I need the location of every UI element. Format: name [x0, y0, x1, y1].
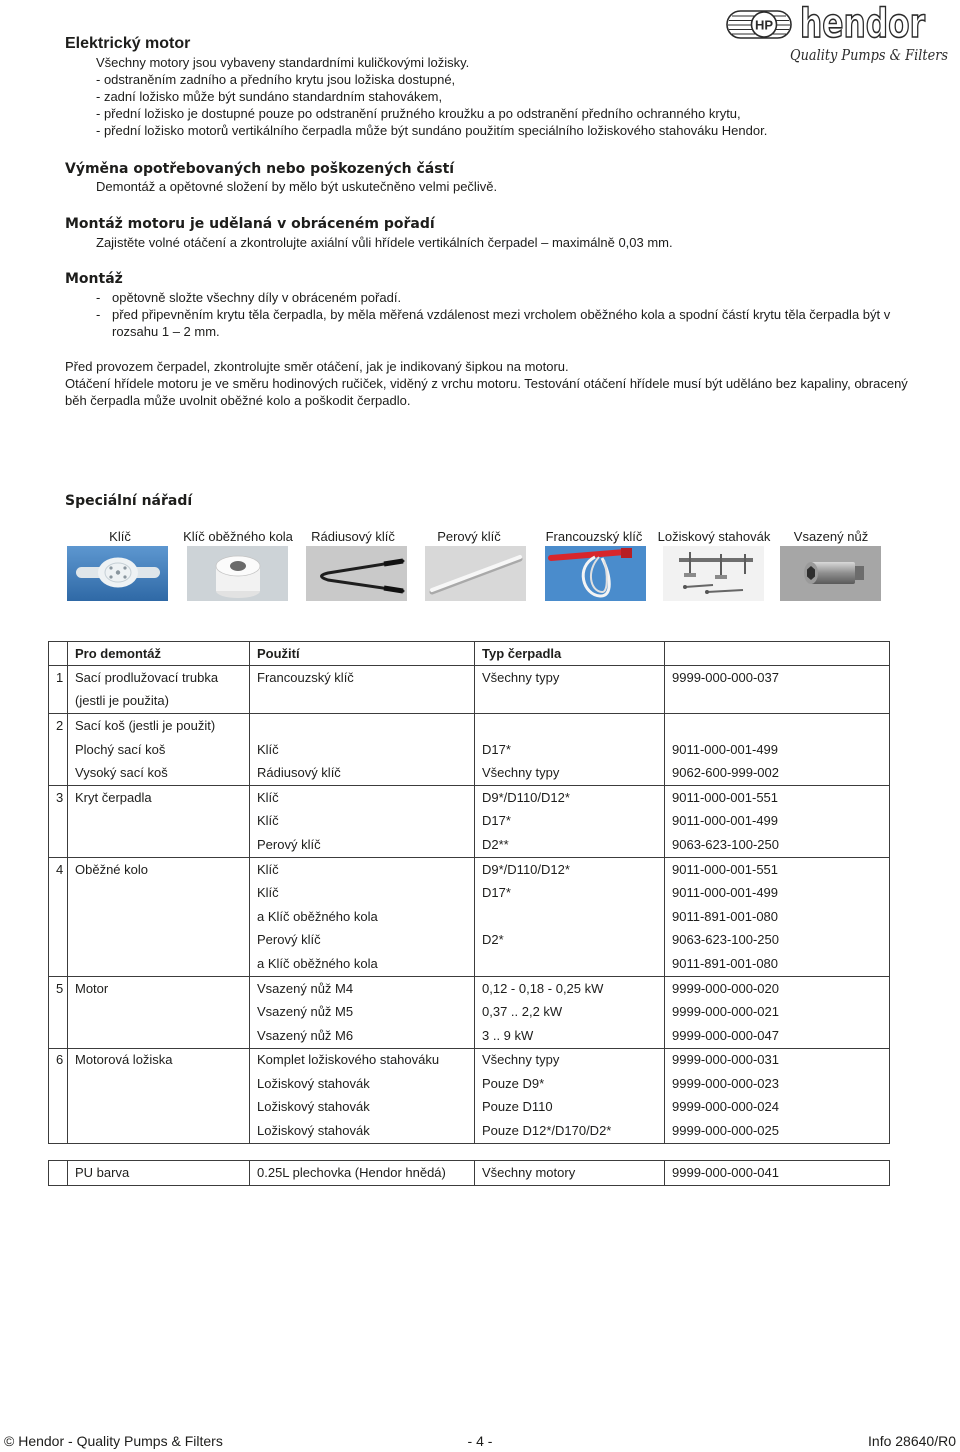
pump-type-cell: D9*/D110/D12* [475, 785, 665, 809]
part-code-cell: 9999-000-000-024 [665, 1096, 890, 1120]
table-row [49, 905, 890, 929]
row-number: 4 [49, 857, 68, 881]
list-bullet: - [96, 289, 101, 305]
tool-label-adjustable-wrench: Francouzský klíč [545, 528, 643, 544]
table-row [49, 1161, 890, 1186]
assembly-item-text: před připevněním krytu těla čerpadla, by měla měřená vzdálenost mezi vrcholem oběžného kola a spodní částí krytu těla čerpadla být v [112, 306, 891, 322]
motor-line: Všechny motory jsou vybaveny standardními kuličkovými ložisky. [96, 54, 470, 70]
row-number [49, 1000, 68, 1024]
part-code-cell: 9062-600-999-002 [665, 761, 890, 785]
row-number [49, 905, 68, 929]
section-title-motor-assembly: Montáž motoru je udělaná v obráceném pořadí [65, 216, 435, 232]
tool-label-radius-key: Rádiusový klíč [311, 528, 395, 544]
table-row [49, 976, 890, 1000]
row-number [49, 881, 68, 905]
pump-type-cell [475, 714, 665, 738]
row-number [49, 690, 68, 714]
table-row [49, 690, 890, 714]
row-number [49, 833, 68, 857]
pump-type-cell: Pouze D110 [475, 1096, 665, 1120]
row-number [49, 1024, 68, 1048]
tool-label-socket-insert: Vsazený nůž [793, 528, 869, 544]
pump-type-cell: Všechny typy [475, 761, 665, 785]
socket-insert-image [780, 546, 881, 601]
header-number [49, 642, 68, 666]
part-code-cell: 9011-000-001-551 [665, 857, 890, 881]
tool-cell: Perový klíč [250, 833, 475, 857]
header-pump-type: Typ čerpadla [475, 642, 665, 666]
part-cell: Motor [68, 976, 250, 1000]
part-cell: Plochý sací koš [68, 738, 250, 762]
part-cell: Sací prodlužovací trubka [68, 666, 250, 690]
motor-assembly-text: Zajistěte volné otáčení a zkontrolujte axiální vůli hřídele vertikálních čerpadel – maximálně 0,03 mm. [96, 234, 673, 250]
tool-cell: Klíč [250, 810, 475, 834]
pump-type-cell [475, 952, 665, 976]
part-code-cell: 9011-891-001-080 [665, 952, 890, 976]
row-number [49, 810, 68, 834]
tool-cell: Francouzský klíč [250, 666, 475, 690]
pump-type-cell: Všechny typy [475, 666, 665, 690]
pump-type-cell: 0,37 .. 2,2 kW [475, 1000, 665, 1024]
part-cell [68, 929, 250, 953]
tool-cell: a Klíč oběžného kola [250, 905, 475, 929]
motor-line: - přední ložisko je dostupné pouze po odstranění pružného kroužku a po odstranění předního ochranného krytu, [96, 105, 741, 121]
radius-key-image [306, 546, 407, 601]
part-code-cell: 9011-000-001-551 [665, 785, 890, 809]
table-row [49, 857, 890, 881]
part-code-cell: 9011-000-001-499 [665, 810, 890, 834]
tool-cell: Klíč [250, 785, 475, 809]
pump-type-cell: Pouze D12*/D170/D2* [475, 1119, 665, 1143]
motor-text-block [96, 54, 767, 139]
part-cell: Vysoký sací koš [68, 761, 250, 785]
part-code-cell: 9011-000-001-499 [665, 738, 890, 762]
table-row [49, 881, 890, 905]
section-title-electric-motor: Elektrický motor [65, 35, 191, 52]
part-code-cell [665, 690, 890, 714]
table-row [49, 761, 890, 785]
row-number [49, 952, 68, 976]
footer-copyright: © Hendor - Quality Pumps & Filters [4, 1432, 223, 1449]
row-number [49, 738, 68, 762]
table-row [49, 738, 890, 762]
tool-label-bearing-puller: Ložiskový stahovák [657, 528, 771, 544]
header-disassembly: Pro demontáž [68, 642, 250, 666]
pump-type-cell [475, 690, 665, 714]
tool-cell: Ložiskový stahovák [250, 1096, 475, 1120]
logo-badge-text: HP [754, 17, 774, 33]
part-code-cell [665, 714, 890, 738]
part-code-cell: 9999-000-000-021 [665, 1000, 890, 1024]
header-use: Použití [250, 642, 475, 666]
tool-cell: Vsazený nůž M5 [250, 1000, 475, 1024]
table-row [49, 833, 890, 857]
tool-cell: Vsazený nůž M6 [250, 1024, 475, 1048]
part-cell [68, 1119, 250, 1143]
assembly-item-text: rozsahu 1 – 2 mm. [112, 323, 220, 339]
motor-line: - zadní ložisko může být sundáno standardním stahovákem, [96, 88, 443, 104]
operation-line: Před provozem čerpadel, zkontrolujte směr otáčení, jak je indikovaný šipkou na motoru. [65, 358, 569, 374]
part-code-cell: 9999-000-000-037 [665, 666, 890, 690]
pump-type-cell: Pouze D9* [475, 1072, 665, 1096]
pump-type-cell: D2* [475, 929, 665, 953]
tool-cell: Klíč [250, 857, 475, 881]
part-code-cell: 9011-000-001-499 [665, 881, 890, 905]
operation-paragraph [65, 358, 908, 409]
part-code-cell: 9999-000-000-047 [665, 1024, 890, 1048]
adjustable-wrench-image [545, 546, 646, 601]
logo-wordmark: hendor [800, 1, 926, 47]
part-cell [68, 1096, 250, 1120]
part-code-cell: 9999-000-000-041 [665, 1161, 890, 1186]
section-title-assembly: Montáž [65, 271, 123, 287]
tool-label-spring-key: Perový klíč [437, 528, 501, 544]
assembly-item-text: opětovně složte všechny díly v obráceném pořadí. [112, 289, 402, 305]
section-title-special-tools: Speciální nářadí [65, 493, 193, 509]
part-cell: Motorová ložiska [68, 1048, 250, 1072]
tool-cell [250, 714, 475, 738]
key-tool-image [67, 546, 168, 601]
tool-cell: Ložiskový stahovák [250, 1072, 475, 1096]
tool-cell: Perový klíč [250, 929, 475, 953]
header-code [665, 642, 890, 666]
row-number [49, 1096, 68, 1120]
tool-cell: a Klíč oběžného kola [250, 952, 475, 976]
assembly-list-item [96, 289, 936, 306]
table-row [49, 1024, 890, 1048]
part-cell [68, 1072, 250, 1096]
tool-cell: Klíč [250, 738, 475, 762]
pump-type-cell: 3 .. 9 kW [475, 1024, 665, 1048]
row-number [49, 1161, 68, 1186]
tool-cell [250, 690, 475, 714]
part-cell: (jestli je použita) [68, 690, 250, 714]
pump-type-cell: D17* [475, 738, 665, 762]
pump-type-cell: D17* [475, 810, 665, 834]
section-title-replacement: Výměna opotřebovaných nebo poškozených částí [65, 161, 455, 177]
row-number: 2 [49, 714, 68, 738]
table-row [49, 714, 890, 738]
part-code-cell: 9999-000-000-031 [665, 1048, 890, 1072]
row-number [49, 761, 68, 785]
pump-type-cell: Všechny typy [475, 1048, 665, 1072]
pump-type-cell [475, 905, 665, 929]
table-row [49, 1119, 890, 1143]
spring-key-image [425, 546, 526, 601]
pump-type-cell: D17* [475, 881, 665, 905]
list-bullet: - [96, 306, 101, 322]
table-row [49, 1072, 890, 1096]
replacement-text: Demontáž a opětovné složení by mělo být uskutečněno velmi pečlivě. [96, 178, 498, 194]
part-cell: Sací koš (jestli je použit) [68, 714, 250, 738]
table-header-row [49, 642, 890, 666]
hp-badge-icon [727, 11, 791, 38]
part-cell: PU barva [68, 1161, 250, 1186]
document-id: Info 28640/R0 [868, 1432, 956, 1449]
part-code-cell: 9999-000-000-020 [665, 976, 890, 1000]
logo-tagline: Quality Pumps & Filters [790, 46, 949, 64]
paint-table [48, 1160, 890, 1186]
part-code-cell: 9063-623-100-250 [665, 929, 890, 953]
parts-table-body [49, 666, 890, 1144]
tool-label-key: Klíč [109, 528, 131, 544]
motor-line: - přední ložisko motorů vertikálního čerpadla může být sundáno použitím speciálního ložiskového stahováku Hendor. [96, 122, 768, 138]
table-row [49, 810, 890, 834]
row-number: 3 [49, 785, 68, 809]
part-code-cell: 9999-000-000-025 [665, 1119, 890, 1143]
motor-line: - odstraněním zadního a předního krytu jsou ložiska dostupné, [96, 71, 456, 87]
row-number [49, 1119, 68, 1143]
pump-type-cell: D9*/D110/D12* [475, 857, 665, 881]
assembly-list-item [96, 306, 936, 340]
part-cell: Kryt čerpadla [68, 785, 250, 809]
part-cell: Oběžné kolo [68, 857, 250, 881]
pump-type-cell: D2** [475, 833, 665, 857]
page-number: - 4 - [467, 1432, 493, 1449]
part-cell [68, 833, 250, 857]
table-row [49, 952, 890, 976]
table-row [49, 1096, 890, 1120]
tool-cell: Klíč [250, 881, 475, 905]
table-row [49, 666, 890, 690]
tool-cell: Rádiusový klíč [250, 761, 475, 785]
row-number: 5 [49, 976, 68, 1000]
part-code-cell: 9063-623-100-250 [665, 833, 890, 857]
row-number: 6 [49, 1048, 68, 1072]
tool-cell: Ložiskový stahovák [250, 1119, 475, 1143]
tool-cell: Vsazený nůž M4 [250, 976, 475, 1000]
pump-type-cell: 0,12 - 0,18 - 0,25 kW [475, 976, 665, 1000]
part-cell [68, 881, 250, 905]
row-number: 1 [49, 666, 68, 690]
table-row [49, 1048, 890, 1072]
operation-line: Otáčení hřídele motoru je ve směru hodinových ručiček, viděný z vrchu motoru. Testování otáčení hřídele musí být uděláno bez kapaliny, obracený [65, 375, 908, 391]
part-code-cell: 9011-891-001-080 [665, 905, 890, 929]
parts-table [48, 641, 890, 1144]
row-number [49, 1072, 68, 1096]
part-cell [68, 1000, 250, 1024]
part-cell [68, 810, 250, 834]
part-cell [68, 1024, 250, 1048]
row-number [49, 929, 68, 953]
tool-cell: Komplet ložiskového stahováku [250, 1048, 475, 1072]
operation-line: běh čerpadla může uvolnit oběžné kolo a poškodit čerpadlo. [65, 392, 411, 408]
tool-label-impeller-key: Klíč oběžného kola [183, 528, 293, 544]
table-row [49, 1000, 890, 1024]
part-cell [68, 905, 250, 929]
table-row [49, 785, 890, 809]
bearing-puller-image [663, 546, 764, 601]
tool-cell: 0.25L plechovka (Hendor hnědá) [250, 1161, 475, 1186]
pump-type-cell: Všechny motory [475, 1161, 665, 1186]
table-row [49, 929, 890, 953]
impeller-key-image [187, 546, 288, 601]
part-code-cell: 9999-000-000-023 [665, 1072, 890, 1096]
part-cell [68, 952, 250, 976]
